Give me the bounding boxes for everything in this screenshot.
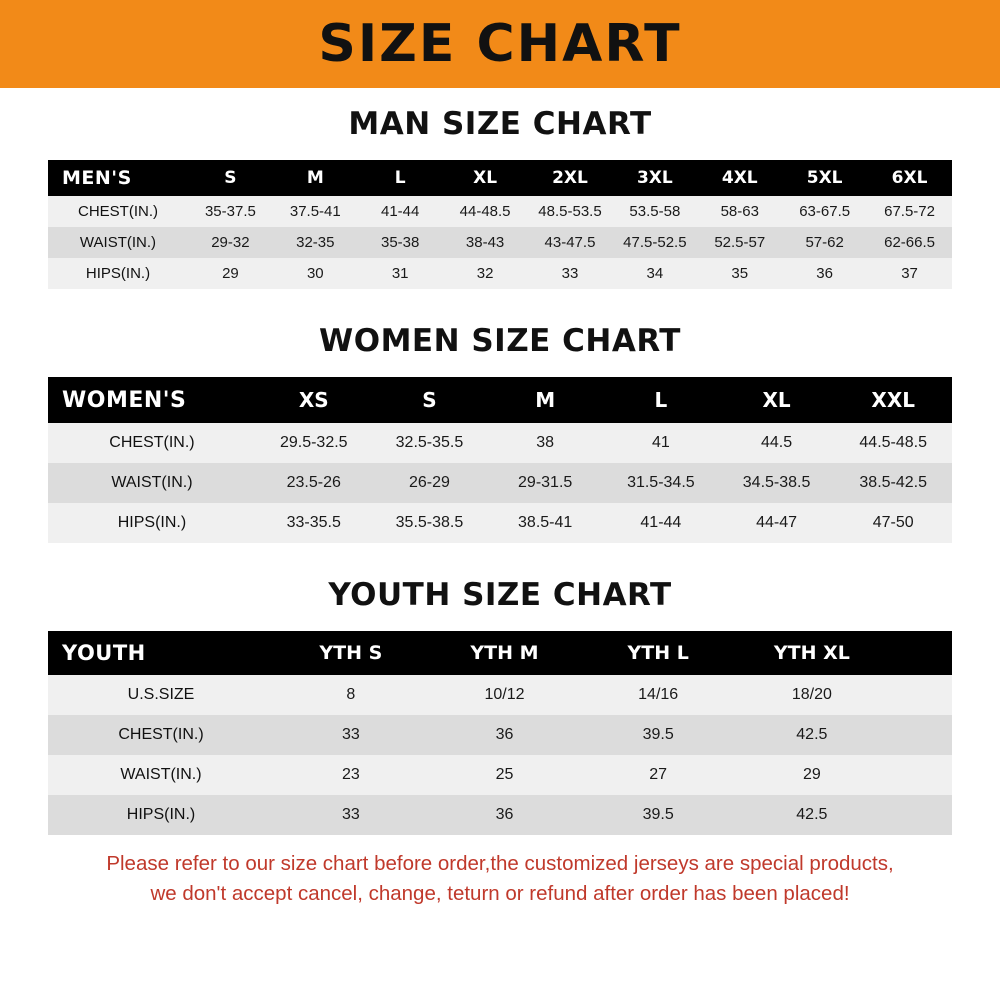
table-cell: 29	[802, 766, 821, 783]
table-header-row	[48, 160, 952, 196]
table-cell: 33-35.5	[286, 514, 341, 531]
table-cell: 36	[495, 726, 514, 743]
column-header: 6XL	[891, 168, 928, 188]
table-cell: 53.5-58	[629, 203, 681, 220]
row-label: WAIST(IN.)	[111, 474, 193, 491]
table-cell: 10/12	[484, 686, 525, 703]
row-label: HIPS(IN.)	[117, 514, 187, 531]
table-header-row	[48, 631, 952, 675]
column-header: YTH XL	[773, 642, 850, 664]
table-cell: 43-47.5	[544, 234, 596, 251]
table-header-row	[48, 377, 952, 423]
table-cell: 32-35	[296, 234, 335, 251]
table-cell: 31	[391, 265, 409, 282]
column-header: S	[422, 388, 437, 412]
row-label: HIPS(IN.)	[126, 806, 196, 823]
column-header: M	[306, 168, 324, 188]
row-label: CHEST(IN.)	[109, 434, 195, 451]
table-cell: 41	[651, 434, 670, 451]
table-row	[48, 463, 952, 503]
table-cell: 37.5-41	[289, 203, 341, 220]
spacer	[0, 289, 1000, 323]
spacer	[0, 88, 1000, 106]
column-header: M	[535, 388, 556, 412]
column-header: L	[394, 168, 406, 188]
table-cell: 33	[341, 726, 360, 743]
spacer	[48, 142, 952, 160]
table-row	[48, 196, 952, 227]
table-cell: 36	[495, 806, 514, 823]
column-header: S	[224, 168, 237, 188]
column-header: L	[654, 388, 668, 412]
footer-note	[0, 835, 1000, 908]
column-header: 3XL	[636, 168, 673, 188]
table-cell: 62-66.5	[884, 234, 935, 251]
table-cell: 25	[495, 766, 514, 783]
table-cell: 44-48.5	[459, 203, 511, 220]
table-cell-spacer	[889, 675, 952, 715]
table-cell: 27	[649, 766, 668, 783]
table-cell: 57-62	[805, 234, 844, 251]
column-header: XXL	[871, 388, 915, 412]
table-cell: 29	[222, 265, 239, 282]
women-section	[0, 323, 1000, 543]
table-cell: 29-31.5	[518, 474, 573, 491]
table-cell: 29.5-32.5	[279, 434, 348, 451]
table-cell: 39.5	[642, 726, 674, 743]
column-header: XL	[473, 168, 498, 188]
table-row	[48, 423, 952, 463]
table-cell: 35-37.5	[204, 203, 256, 220]
column-header: YTH M	[470, 642, 539, 664]
table-row	[48, 795, 952, 835]
table-cell: 18/20	[791, 686, 832, 703]
column-header: XL	[762, 388, 791, 412]
column-header: 5XL	[806, 168, 843, 188]
table-cell: 58-63	[720, 203, 759, 220]
table-cell: 35-38	[381, 234, 420, 251]
table-cell: 29-32	[211, 234, 250, 251]
table-cell: 41-44	[381, 203, 420, 220]
table-row	[48, 227, 952, 258]
table-row	[48, 755, 952, 795]
table-cell: 38.5-42.5	[859, 474, 928, 491]
table-cell: 14/16	[638, 686, 679, 703]
table-cell-spacer	[889, 715, 952, 755]
table-cell: 33	[561, 265, 579, 282]
women-size-table	[48, 377, 952, 543]
table-cell: 44.5-48.5	[859, 434, 928, 451]
table-row	[48, 258, 952, 289]
table-cell: 39.5	[642, 806, 674, 823]
table-cell: 42.5	[796, 806, 828, 823]
youth-section-title: YOUTH SIZE CHART	[328, 577, 672, 613]
table-cell: 8	[346, 686, 356, 703]
table-cell: 44.5	[761, 434, 793, 451]
column-header: 2XL	[552, 168, 588, 188]
spacer	[48, 613, 952, 631]
table-cell: 34.5-38.5	[742, 474, 811, 491]
table-cell: 47.5-52.5	[623, 234, 687, 251]
table-cell: 38.5-41	[518, 514, 573, 531]
column-header: XS	[298, 388, 329, 412]
table-cell: 30	[306, 265, 324, 282]
table-cell: 38-43	[465, 234, 505, 251]
table-cell: 48.5-53.5	[538, 203, 602, 220]
column-header-spacer	[889, 631, 952, 675]
table-cell: 37	[901, 265, 918, 282]
table-cell: 26-29	[409, 474, 450, 491]
table-cell: 33	[341, 806, 360, 823]
table-cell: 67.5-72	[884, 203, 935, 220]
footer-note-line-1: Please refer to our size chart before order,the customized jerseys are special products,	[106, 852, 894, 875]
table-cell: 38	[536, 434, 555, 451]
table-cell: 63-67.5	[799, 203, 851, 220]
men-section	[0, 106, 1000, 289]
table-cell-spacer	[889, 795, 952, 835]
table-cell: 35.5-38.5	[395, 514, 464, 531]
spacer	[0, 543, 1000, 577]
table-cell-spacer	[889, 755, 952, 795]
table-cell: 31.5-34.5	[627, 474, 695, 491]
row-label: CHEST(IN.)	[77, 203, 158, 220]
table-row	[48, 503, 952, 543]
table-cell: 52.5-57	[714, 234, 766, 251]
table-cell: 32.5-35.5	[395, 434, 464, 451]
table-cell: 41-44	[640, 514, 682, 531]
table-cell: 35	[731, 265, 749, 282]
table-cell: 44-47	[756, 514, 798, 531]
table-cell: 23.5-26	[286, 474, 341, 491]
table-cell: 42.5	[796, 726, 828, 743]
banner	[0, 0, 1000, 88]
table-cell: 36	[816, 265, 833, 282]
table-cell: 23	[341, 766, 360, 783]
table-cell: 32	[476, 265, 494, 282]
page-title: SIZE CHART	[318, 14, 682, 74]
youth-size-table	[48, 631, 952, 835]
youth-section	[0, 577, 1000, 835]
table-cell: 34	[646, 265, 664, 282]
column-header: MEN'S	[62, 167, 132, 189]
column-header: YTH L	[627, 642, 689, 664]
spacer	[48, 359, 952, 377]
row-label: WAIST(IN.)	[120, 766, 202, 783]
column-header: YTH S	[319, 642, 383, 664]
footer-note-line-2: we don't accept cancel, change, teturn or refund after order has been placed!	[150, 881, 850, 905]
women-section-title: WOMEN SIZE CHART	[319, 323, 681, 359]
column-header: 4XL	[721, 168, 758, 188]
row-label: WAIST(IN.)	[79, 234, 157, 251]
table-row	[48, 715, 952, 755]
row-label: HIPS(IN.)	[85, 265, 151, 282]
row-label: U.S.SIZE	[127, 686, 195, 703]
column-header: WOMEN'S	[62, 387, 187, 413]
table-cell: 47-50	[872, 514, 914, 531]
men-size-table	[48, 160, 952, 289]
row-label: CHEST(IN.)	[118, 726, 204, 743]
table-row	[48, 675, 952, 715]
men-section-title: MAN SIZE CHART	[348, 106, 652, 142]
column-header: YOUTH	[62, 641, 146, 665]
